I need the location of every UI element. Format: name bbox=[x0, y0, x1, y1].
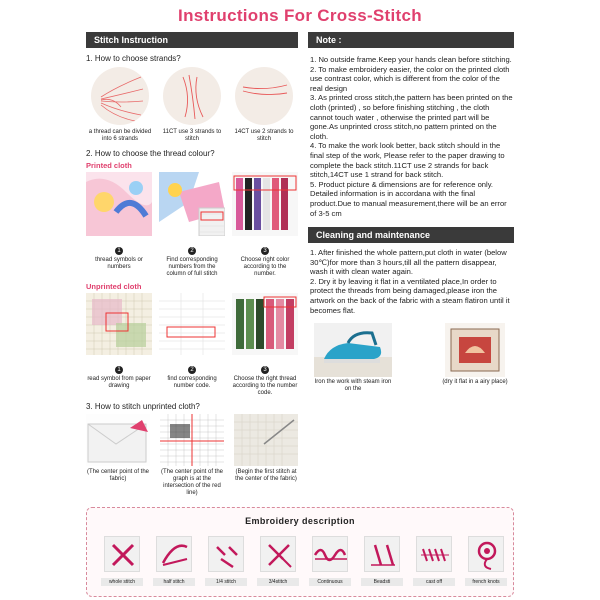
center-fabric-image bbox=[86, 414, 150, 466]
note-item-2: 2. To make embroidery easier, the color on the printed cloth use contrast color, which is different from the color of the real design bbox=[310, 64, 510, 93]
center-graph-caption: (The center point of the graph is at the intersection of the red line) bbox=[160, 469, 224, 496]
unprinted-thread-bundles-image bbox=[232, 293, 298, 355]
stitch-label-cast-off: cast off bbox=[413, 578, 455, 586]
printed-cloth-label: Printed cloth bbox=[86, 161, 132, 170]
strand-circle-image-1 bbox=[91, 67, 149, 125]
unprinted-cloth-label: Unprinted cloth bbox=[86, 282, 142, 291]
strand-item-2 bbox=[160, 67, 224, 143]
printed-cloth-image bbox=[86, 172, 152, 236]
step-number-3: 3 bbox=[261, 247, 269, 255]
embroidery-title: Embroidery description bbox=[245, 516, 355, 526]
stitch-instruction-section bbox=[86, 32, 298, 497]
unprinted-pattern-image bbox=[86, 293, 152, 355]
note-header: Note : bbox=[308, 32, 514, 48]
note-item-1: 1. No outside frame.Keep your hands clean before stitching. bbox=[310, 55, 512, 64]
step-number-2: 2 bbox=[188, 366, 196, 374]
stitch-label-continuous: Continuous bbox=[309, 578, 351, 586]
printed-symbol-chart-image bbox=[159, 172, 225, 236]
printed-caption-1: 1 thread symbols or numbers bbox=[95, 248, 143, 270]
stitch-item-cast-off bbox=[413, 536, 455, 586]
strand-item-1 bbox=[88, 67, 152, 143]
strand-item-3 bbox=[232, 67, 296, 143]
note-item-3: 3. As printed cross stitch,the pattern has been printed on the cloth (printed) , so before finishing stitching , the cloth cannot touch water , otherwise the printed part will be gone.As unprinted cross stitch,no pattern printed on the cloth. bbox=[310, 93, 513, 141]
strand-circle-image-3 bbox=[235, 67, 293, 125]
stitch-instruction-header: Stitch Instruction bbox=[86, 32, 298, 48]
stitch-item-continuous bbox=[309, 536, 351, 586]
dry-item bbox=[442, 323, 508, 393]
whole-stitch-icon bbox=[104, 536, 140, 572]
cleaning-item-2: 2. Dry it by leaving it flat in a ventilated place,In order to protect the threads from being damaged,please iron the artwork on the back of the fabric with a steam flatiron until it becomes flat. bbox=[310, 276, 510, 315]
cast-off-stitch-icon bbox=[416, 536, 452, 572]
note-section bbox=[308, 32, 514, 393]
cleaning-header: Cleaning and maintenance bbox=[308, 227, 514, 243]
stitch-label-bead: Beadsti bbox=[361, 578, 403, 586]
stitch-label-three-quarter: 3/4stitch bbox=[257, 578, 299, 586]
stitch-item-french-knot bbox=[465, 536, 507, 586]
iron-caption: Iron the work with steam iron on the bbox=[314, 379, 392, 393]
french-knot-icon bbox=[468, 536, 504, 572]
half-stitch-icon bbox=[156, 536, 192, 572]
center-fabric-caption: (The center point of the fabric) bbox=[86, 469, 150, 482]
stitch-label-quarter: 1/4 stitch bbox=[205, 578, 247, 586]
unprinted-caption-1: 1 read symbol from paper drawing bbox=[87, 367, 151, 389]
unprinted-caption-3: 3 Choose the right thread according to the number code. bbox=[232, 367, 298, 396]
quarter-stitch-icon bbox=[208, 536, 244, 572]
note-item-5: 5. Product picture & dimensions are for reference only. Detailed information is in accordana with the final product.Due to manual measurement,there will be an error of 3-5 cm bbox=[310, 179, 507, 218]
unprinted-caption-2: 2 find corresponding number code. bbox=[167, 367, 217, 389]
first-stitch-image bbox=[234, 414, 298, 466]
question-thread-colour: 2. How to choose the thread colour? bbox=[86, 149, 215, 158]
steam-iron-image bbox=[314, 323, 392, 377]
bead-stitch-icon bbox=[364, 536, 400, 572]
step-number-1: 1 bbox=[115, 247, 123, 255]
question-unprinted-stitch: 3. How to stitch unprinted cloth? bbox=[86, 402, 200, 411]
stitch-item-quarter bbox=[205, 536, 247, 586]
printed-caption-2: 2 Find corresponding numbers from the column of full stitch bbox=[166, 248, 218, 277]
stitch-label-french-knot: french knots bbox=[465, 578, 507, 586]
page-title: Instructions For Cross-Stitch bbox=[178, 6, 422, 25]
stitch-item-bead bbox=[361, 536, 403, 586]
strand-caption-2: 11CT use 3 strands to stitch bbox=[162, 129, 222, 142]
printed-caption-3: 3 Choose right color according to the number. bbox=[240, 248, 290, 277]
iron-item bbox=[314, 323, 392, 393]
printed-thread-bundles-image bbox=[232, 172, 298, 236]
embroidery-description-panel bbox=[86, 507, 514, 597]
unprinted-code-chart-image bbox=[159, 293, 225, 355]
three-quarter-stitch-icon bbox=[260, 536, 296, 572]
stitch-item-whole bbox=[101, 536, 143, 586]
strand-caption-3: 14CT use 2 strands to stitch bbox=[234, 129, 294, 142]
strand-circle-image-2 bbox=[163, 67, 221, 125]
center-graph-image bbox=[160, 414, 224, 466]
note-item-4: 4. To make the work look better, back stitch should in the final step of the work, Please refer to the paper drawing to complete the back stitch.11CT use 2 strands for back stitch,14CT use 1 strand for back stitch. bbox=[310, 141, 505, 180]
cleaning-item-1: 1. After finished the whole pattern,put cloth in water (below 30℃)for more than 3 hours,till all the pattern disappear, wash it with clean water again. bbox=[310, 248, 507, 277]
strand-caption-1: a thread can be divided into 6 strands bbox=[88, 129, 152, 142]
stitch-label-whole: whole stitch bbox=[101, 578, 143, 586]
stitch-item-three-quarter bbox=[257, 536, 299, 586]
step-number-3: 3 bbox=[261, 366, 269, 374]
drying-frame-image bbox=[445, 323, 505, 377]
question-strands: 1. How to choose strands? bbox=[86, 54, 181, 63]
step-number-1: 1 bbox=[115, 366, 123, 374]
step-number-2: 2 bbox=[188, 247, 196, 255]
dry-caption: (dry it flat in a airy place) bbox=[442, 379, 508, 386]
stitch-item-half bbox=[153, 536, 195, 586]
first-stitch-caption: (Begin the first stitch at the center of the fabric) bbox=[235, 469, 297, 482]
stitch-label-half: half stitch bbox=[153, 578, 195, 586]
continuous-stitch-icon bbox=[312, 536, 348, 572]
